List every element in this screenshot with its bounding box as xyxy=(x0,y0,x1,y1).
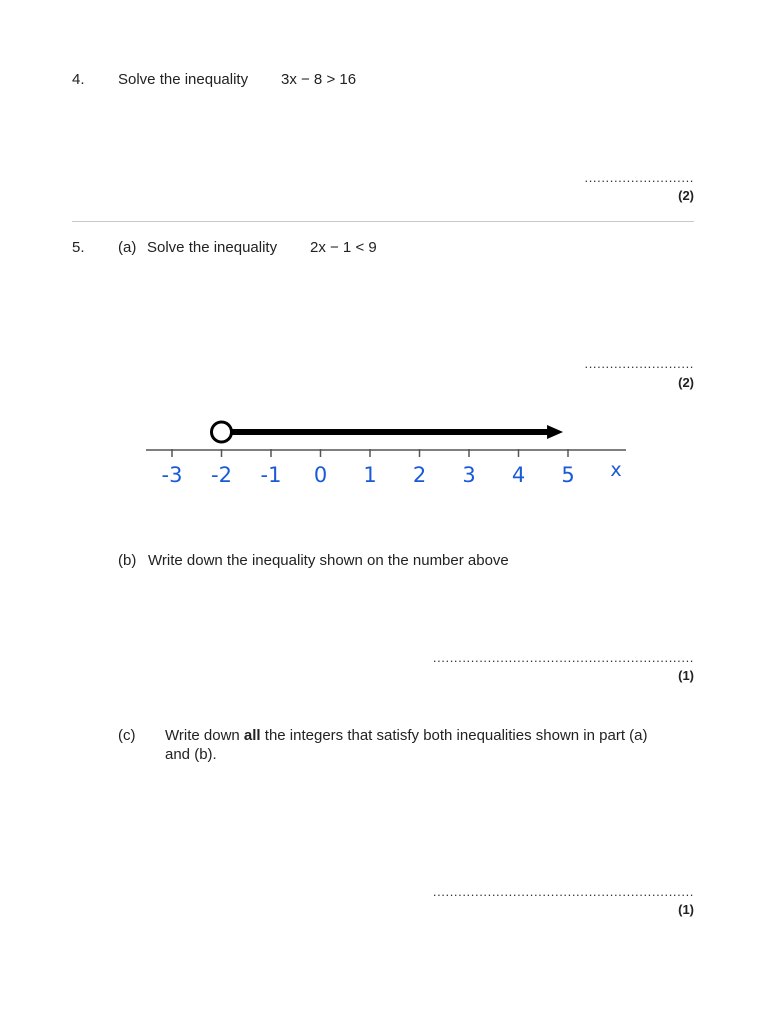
number-line-tick-label: 0 xyxy=(313,463,328,487)
question-5-number: 5. xyxy=(72,239,85,256)
part-c-label: (c) xyxy=(118,727,136,744)
part-c-prompt-pre: Write down xyxy=(165,727,244,744)
part-b-marks: (1) xyxy=(678,668,694,683)
part-a-answer-line: .......................... xyxy=(584,356,694,371)
question-4-number: 4. xyxy=(72,71,85,88)
open-circle-icon xyxy=(212,422,232,442)
part-c-prompt-bold: all xyxy=(243,727,261,744)
part-c-marks: (1) xyxy=(678,902,694,917)
question-4-marks: (2) xyxy=(678,188,694,203)
number-line-tick-label: 3 xyxy=(462,463,476,487)
number-line-tick-label: 1 xyxy=(363,463,377,487)
question-4-answer-line: .......................... xyxy=(584,170,694,185)
number-line-axis-label: x xyxy=(610,459,622,481)
part-b-answer-line: .............................................................. xyxy=(432,650,694,665)
number-line xyxy=(140,412,640,492)
part-a-prompt: Solve the inequality xyxy=(147,239,278,256)
number-line-tick-label: -1 xyxy=(260,463,282,487)
part-c-prompt xyxy=(165,727,648,744)
question-4-prompt: Solve the inequality xyxy=(118,71,249,88)
number-line-tick-label: 5 xyxy=(561,463,575,487)
part-b-prompt: Write down the inequality shown on the number above xyxy=(148,552,509,569)
part-a-marks: (2) xyxy=(678,375,694,390)
number-line-tick-label: 4 xyxy=(511,463,526,487)
part-a-inequality: 2x − 1 < 9 xyxy=(310,239,377,256)
question-4-inequality: 3x − 8 > 16 xyxy=(281,71,357,88)
part-b-label: (b) xyxy=(118,552,137,569)
part-c-answer-line: .............................................................. xyxy=(432,884,694,899)
arrow-head-icon xyxy=(547,425,563,439)
number-line-tick-label: 2 xyxy=(412,463,427,487)
part-c-prompt-line2: and (b). xyxy=(165,746,217,763)
question-divider xyxy=(72,221,694,222)
part-c-prompt-post: the integers that satisfy both inequalities shown in part (a) xyxy=(260,727,648,744)
number-line-tick-label: -3 xyxy=(161,463,183,487)
part-a-label: (a) xyxy=(118,239,137,256)
number-line-tick-label: -2 xyxy=(211,463,232,487)
